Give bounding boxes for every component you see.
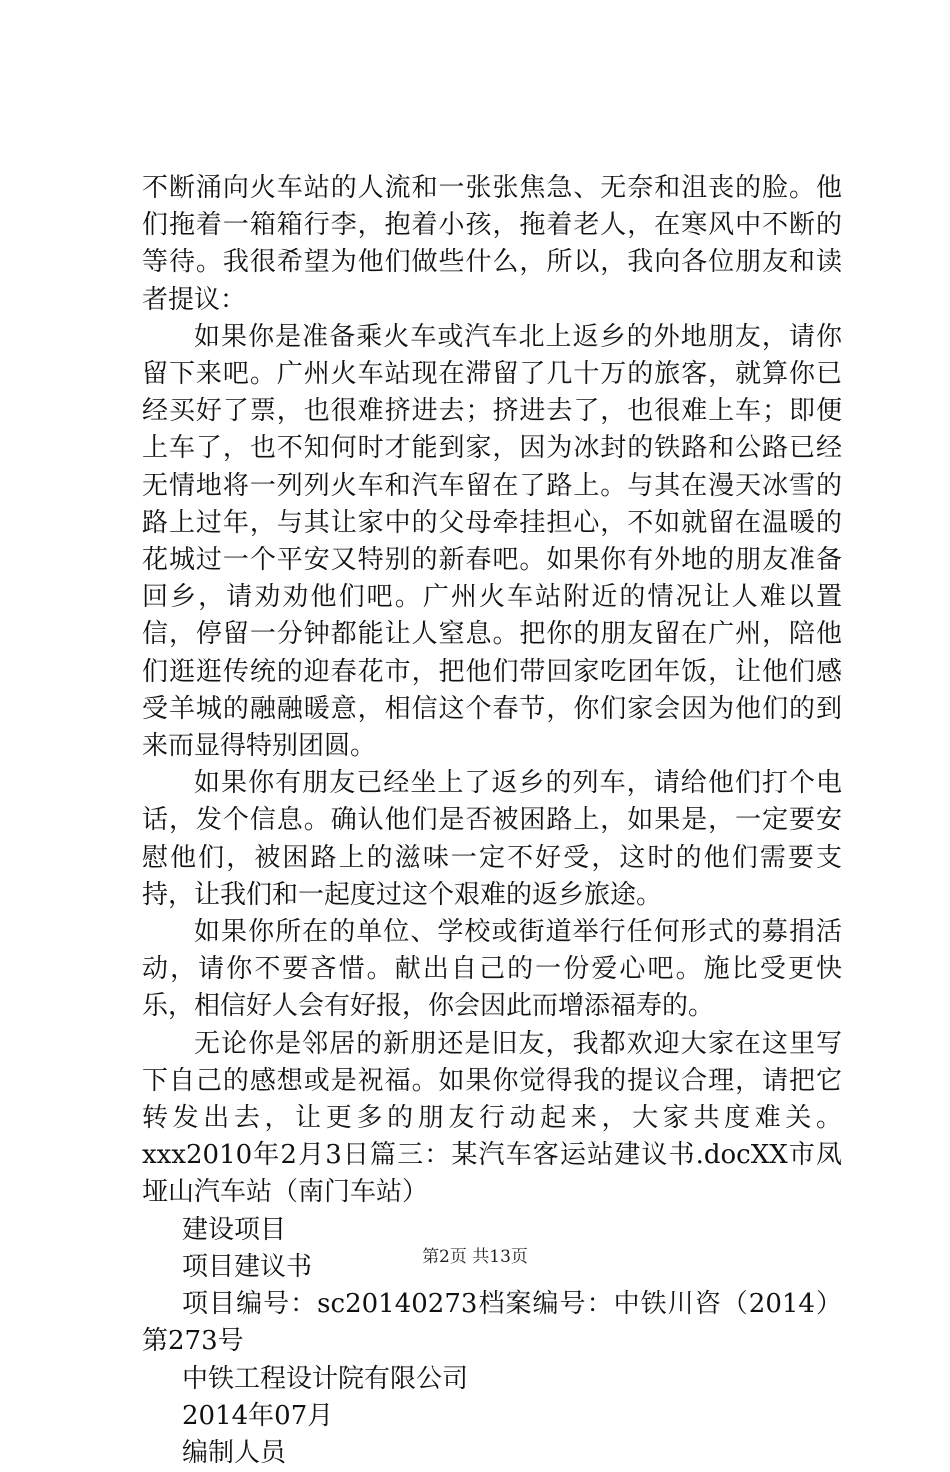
paragraph-blessing: 无论你是邻居的新朋还是旧友，我都欢迎大家在这里写下自己的感想或是祝福。如果你觉得我的提议合理，请把它转发出去，让更多的朋友行动起来，大家共度难关。xxx2010年2月3日篇三：某汽车客运站建议书.docXX市凤垭山汽车站（南门车站） [142,1028,842,1208]
paragraph-donation: 如果你所在的单位、学校或街道举行任何形式的募捐活动，请你不要吝惜。献出自己的一份爱心吧。施比受更快乐，相信好人会有好报，你会因此而增添福寿的。 [142,917,842,1022]
paragraph-stay: 如果你是准备乘火车或汽车北上返乡的外地朋友，请你留下来吧。广州火车站现在滞留了几十万的旅客，就算你已经买好了票，也很难挤进去；挤进去了，也很难上车；即便上车了，也不知何时才能到家，因为冰封的铁路和公路已经无情地将一列列火车和汽车留在了路上。与其在漫天冰雪的路上过年，与其让家中的父母牵挂担心，不如就留在温暖的花城过一个平安又特别的新春吧。如果你有外地的朋友准备回乡，请劝劝他们吧。广州火车站附近的情况让人难以置信，停留一分钟都能让人窒息。把你的朋友留在广州，陪他们逛逛传统的迎春花市，把他们带回家吃团年饭，让他们感受羊城的融融暖意，相信这个春节，你们家会因为他们的到来而显得特别团圆。 [142,321,842,762]
paragraph-call-friends: 如果你有朋友已经坐上了返乡的列车，请给他们打个电话，发个信息。确认他们是否被困路上，如果是，一定要安慰他们，被困路上的滋味一定不好受，这时的他们需要支持，让我们和一起度过这个艰难的返乡旅途。 [142,768,842,910]
line-staff: 编制人员 [182,1437,287,1468]
line-date: 2014年07月 [182,1400,334,1431]
page-number: 第2页 共13页 [422,1247,528,1267]
paragraph-intro: 不断涌向火车站的人流和一张张焦急、无奈和沮丧的脸。他们拖着一箱箱行李，抱着小孩，拖着老人，在寒风中不断的等待。我很希望为他们做些什么，所以，我向各位朋友和读者提议： [142,173,842,315]
line-company: 中铁工程设计院有限公司 [182,1363,469,1394]
document-body [142,170,842,1472]
line-project-number: 项目编号：sc20140273档案编号：中铁川咨（2014）第273号 [142,1289,842,1357]
line-construction-project: 建设项目 [182,1214,287,1245]
line-proposal-title: 项目建议书 [182,1251,313,1282]
